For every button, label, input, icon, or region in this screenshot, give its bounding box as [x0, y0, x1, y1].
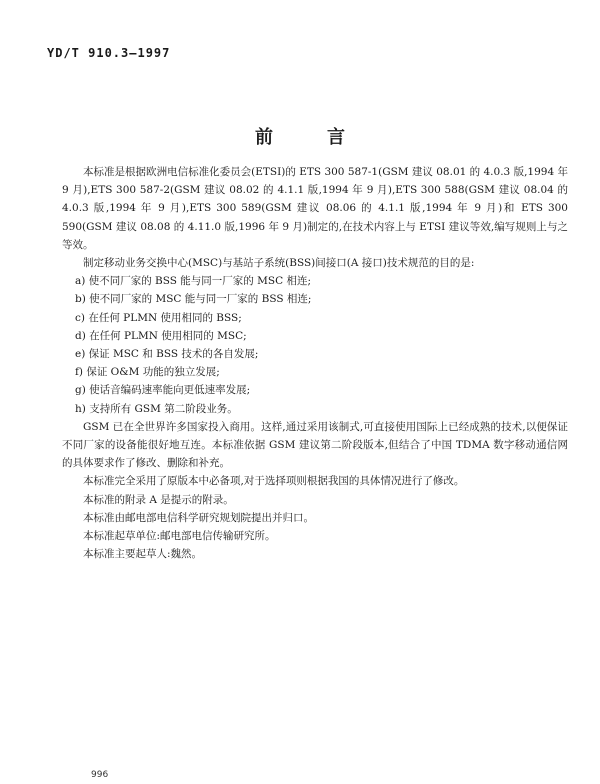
list-item: c) 在任何 PLMN 使用相同的 BSS;: [75, 311, 242, 324]
paragraph-adoption: 本标准完全采用了原版本中必备项,对于选择项则根据我国的具体情况进行了修改。: [83, 475, 465, 488]
list-item: a) 使不同厂家的 BSS 能与同一厂家的 MSC 相连;: [75, 275, 311, 288]
list-item: f) 保证 O&M 功能的独立发展;: [75, 366, 220, 379]
paragraph-drafter: 本标准主要起草人:魏然。: [83, 548, 203, 561]
paragraph-gsm: GSM 已在全世界许多国家投入商用。这样,通过采用该制式,可直接使用国际上已经成熟的技术,以便保证不同厂家的设备能很好地互连。本标准依据 GSM 建议第二阶段版本,但结合了中国 TDMA 数字移动通信网的具体要求作了修改、删除和补充。: [62, 420, 568, 470]
paragraph-purpose-intro: 制定移动业务交换中心(MSC)与基站子系统(BSS)间接口(A 接口)技术规范的目的是:: [83, 257, 475, 270]
list-item: h) 支持所有 GSM 第二阶段业务。: [75, 402, 238, 415]
list-item: b) 使不同厂家的 MSC 能与同一厂家的 BSS 相连;: [75, 293, 312, 306]
paragraph-appendix: 本标准的附录 A 是提示的附录。: [83, 493, 234, 506]
purpose-list: [62, 272, 568, 418]
document-id: YD/T 910.3—1997: [47, 46, 171, 60]
list-item: e) 保证 MSC 和 BSS 技术的各自发展;: [75, 348, 259, 361]
paragraph-proposer: 本标准由邮电部电信科学研究规划院提出并归口。: [83, 511, 314, 524]
page-number: 996: [91, 770, 109, 780]
list-item: g) 使话音编码速率能向更低速率发展;: [75, 384, 251, 397]
paragraph-drafting-unit: 本标准起草单位:邮电部电信传输研究所。: [83, 530, 276, 543]
list-item: d) 在任何 PLMN 使用相同的 MSC;: [75, 329, 247, 342]
document-body: [62, 163, 568, 563]
paragraph-basis: 本标准是根据欧洲电信标准化委员会(ETSI)的 ETS 300 587-1(GSM 建议 08.01 的 4.0.3 版,1994 年 9 月),ETS 300 587-2(GSM 建议 08.02 的 4.1.1 版,1994 年 9 月),ETS 300 588(GSM 建议 08.04 的 4.0.3 版,1994 年 9 月),ETS 300 589(GSM 建议 08.06 的 4.1.1 版,1994 年 9 月)和 ETS 300 590(GSM 建议 08.08 的 4.11.0 版,1996 年 9 月)制定的,在技术内容上与 ETSI 建议等效,编写规则上与之等效。: [62, 166, 568, 251]
page-title: 前言: [255, 127, 399, 148]
